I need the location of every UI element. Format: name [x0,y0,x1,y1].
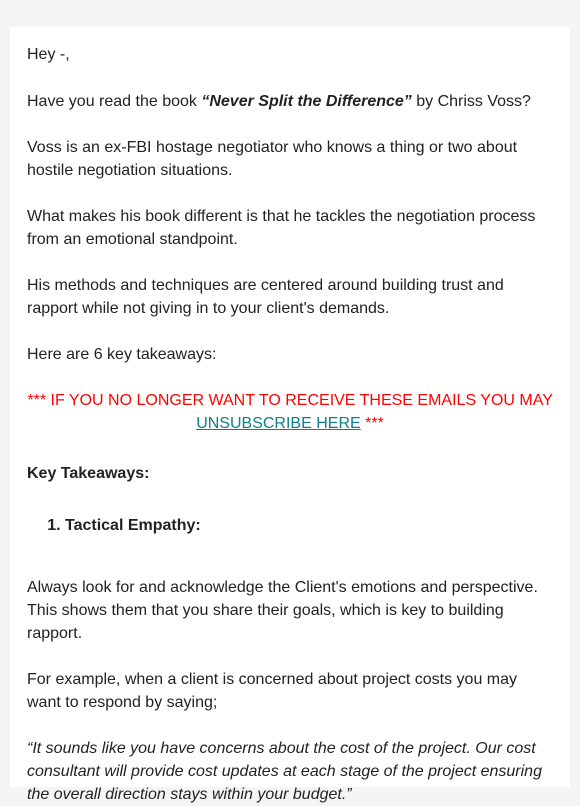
voss-paragraph: Voss is an ex-FBI hostage negotiator who knows a thing or two about hostile negotiation situations. [27,139,518,179]
takeaways-intro: Here are 6 key takeaways: [27,346,217,363]
empathy-paragraph: Always look for and acknowledge the Client's emotions and perspective. This shows them that you share their goals, which is key to building rapport. [27,579,538,642]
key-takeaways-heading: Key Takeaways: [27,465,150,482]
example-quote: “It sounds like you have concerns about the cost of the project. Our cost consultant will provide cost updates at each stage of the project ensuring the overall direction stays within your budget.” [27,740,542,803]
intro-text: Have you read the book [27,93,202,110]
greeting: Hey -, [27,46,70,63]
methods-paragraph: His methods and techniques are centered around building trust and rapport while not giving in to your client's demands. [27,277,504,317]
unsubscribe-prefix: *** IF YOU NO LONGER WANT TO RECEIVE THESE EMAILS YOU MAY [27,392,553,409]
unsubscribe-suffix: *** [360,415,384,432]
unsubscribe-link[interactable]: UNSUBSCRIBE HERE [196,415,361,432]
different-paragraph: What makes his book different is that he tackles the negotiation process from an emotional standpoint. [27,208,536,248]
example-paragraph: For example, when a client is concerned about project costs you may want to respond by saying; [27,671,518,711]
takeaway-list [27,514,553,537]
email-body [10,27,570,803]
unsubscribe-notice [27,389,553,435]
intro-author: by Chriss Voss? [411,93,531,110]
book-title: “Never Split the Difference” [201,93,412,110]
takeaway-item: 1. Tactical Empathy: [65,514,553,537]
intro-paragraph [27,90,553,113]
